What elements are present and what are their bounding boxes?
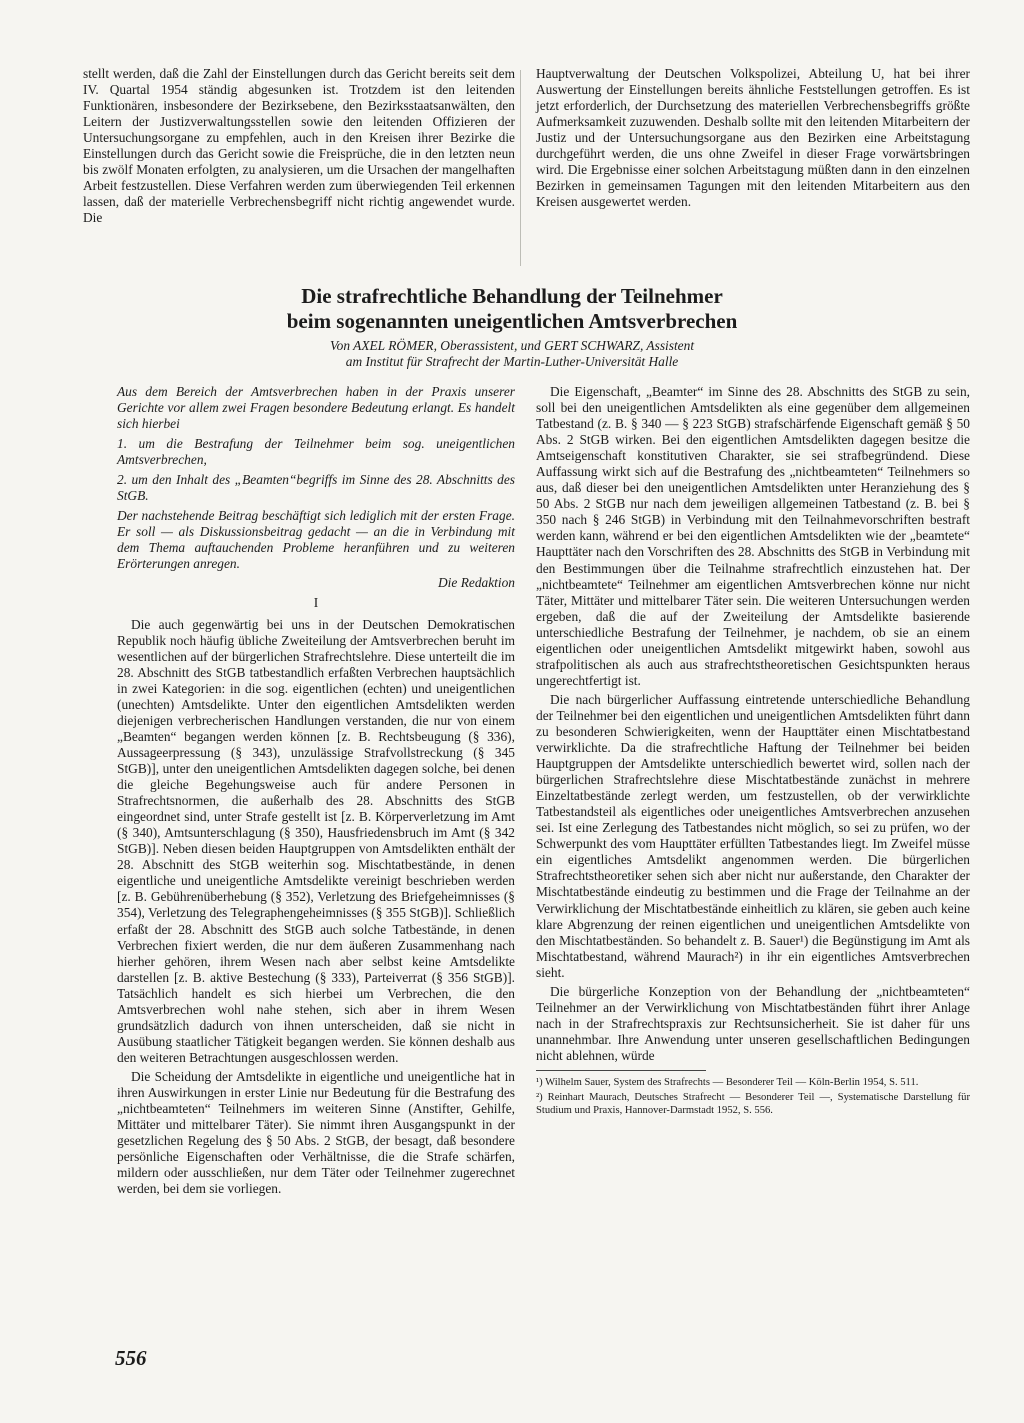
footnote-2: ²) Reinhart Maurach, Deutsches Strafrecht — Besonderer Teil —, Systematische Darstellung für Studium und Praxis, Hannover-Darmstadt 1952, S. 556. [536, 1091, 970, 1116]
right-column [536, 384, 970, 1119]
article-title-line-2: beim sogenannten uneigentlichen Amtsverbrechen [286, 309, 738, 333]
abstract-item-2: 2. um den Inhalt des „Beamten“begriffs im Sinne des 28. Abschnitts des StGB. [117, 472, 515, 504]
top-right-column [536, 66, 970, 213]
byline-authors: Von AXEL RÖMER, Oberassistent, und GERT SCHWARZ, Assistent [329, 338, 695, 353]
abstract-item-1: 1. um die Bestrafung der Teilnehmer beim sog. uneigentlichen Amtsverbrechen, [117, 436, 515, 468]
paragraph: stellt werden, daß die Zahl der Einstellungen durch das Gericht bereits seit dem IV. Quartal 1954 ständig abgesunken ist. Trotzdem ist den leitenden Funktionären, insbesondere der Bezirksebene, den Bezirksstaatsanwälten, den Leitern der Justizverwaltungsstellen sowie den leitenden Offizieren der Untersuchungsorgane zu empfehlen, auch in den Kreisen ihrer Bezirke die Einstellungen durch das Gericht sowie die Freisprüche, die in den letzten neun bis zwölf Monaten erfolgten, zu analysieren, um die Ursachen der mangelhaften Arbeit festzustellen. Diese Verfahren werden zum überwiegenden Teil erkennen lassen, daß der materielle Verbrechensbegriff nicht richtig angewendet wurde. Die [83, 66, 515, 226]
paragraph: Hauptverwaltung der Deutschen Volkspolizei, Abteilung U, hat bei ihrer Auswertung der Einstellungen bereits ähnliche Feststellungen getroffen. Es ist jetzt erforderlich, der Durchsetzung des materiellen Verbrechensbegriffs größte Aufmerksamkeit zuzuwenden. Deshalb sollte mit den leitenden Mitarbeitern der Justiz und der Untersuchungsorgane aus den Bezirken eine Arbeitstagung durchgeführt werden, die uns ohne Zweifel in dieser Frage vorwärtsbringen wird. Die Ergebnisse einer solchen Arbeitstagung müßten dann in den einzelnen Bezirken in gemeinsamen Tagungen mit den leitenden Mitarbeitern aus den Kreisen ausgewertet werden. [536, 66, 970, 210]
paragraph: Die Scheidung der Amtsdelikte in eigentliche und uneigentliche hat in ihren Auswirkungen in erster Linie nur Bedeutung für die Bestrafung des „nichtbeamteten“ Teilnehmers im weiteren Sinne (Anstifter, Gehilfe, Mittäter und mittelbarer Täter). Sie nimmt ihren Ausgangspunkt in der gesetzlichen Regelung des § 50 Abs. 2 StGB, der besagt, daß besondere persönliche Eigenschaften oder Verhältnisse, die die Strafe schärfen, mildern oder ausschließen, nur dem Täter oder Teilnehmer zugerechnet werden, bei dem sie vorliegen. [117, 1068, 515, 1197]
paragraph: Die Eigenschaft, „Beamter“ im Sinne des 28. Abschnitts des StGB zu sein, soll bei den uneigentlichen Amtsdelikten als eine gegenüber dem allgemeinen Tatbestand (z. B. § 340 — § 223 StGB) strafschärfende Eigenschaft gemäß § 50 Abs. 2 StGB wirken. Bei den eigentlichen Amtsdelikten dagegen besitze die Amtseigenschaft konstitutiven Charakter, sie sei strafbegründend. Diese Auffassung wirkt sich auf die Bestrafung des „nichtbeamteten“ Teilnehmers so aus, daß dieser bei den uneigentlichen Amtsdelikten unter Heranziehung des § 50 Abs. 2 StGB nur nach dem jeweiligen allgemeinen Tatbestand (z. B. bei § 350 nach § 246 StGB) in Verbindung mit den Teilnahmevorschriften bestraft werden kann, während er bei den eigentlichen Amtsdelikten wie der „beamtete“ Haupttäter nach den Vorschriften des 28. Abschnitts des StGB in Verbindung mit den Bestimmungen über die Teilnahme strafrechtlich einzustehen hat. Der „nichtbeamtete“ Teilnehmer am eigentlichen Amtsverbrechen könne nur nicht Täter, Mittäter und mittelbarer Täter sein. Die weiteren Untersuchungen werden ergeben, daß die auf der Zweiteilung der Amtsdelikte basierende unterschiedliche Bestrafung der Teilnehmer, je nachdem, ob sie an einem eigentlichen oder uneigentlichen Amtsdelikt mitgewirkt haben, sowohl aus strafpolitischen als auch aus strafrechtstheoretischen Gesichtspunkten heraus ungerechtfertigt ist. [536, 384, 970, 688]
article-header [150, 284, 874, 370]
footnote-rule [536, 1070, 706, 1071]
page-number: 556 [115, 1346, 147, 1370]
left-column [117, 384, 515, 1200]
paragraph: Die auch gegenwärtig bei uns in der Deutschen Demokratischen Republik noch häufig übliche Zweiteilung der Amtsverbrechen beruht im wesentlichen auf der bürgerlichen Strafrechtslehre. Diese unterteilt die im 28. Abschnitt des StGB tatbestandlich erfaßten Verbrechen hauptsächlich in zwei Kategorien: in die sog. eigentlichen (echten) und uneigentlichen (unechten) Amtsdelikte. Unter den eigentlichen Amtsdelikten werden diejenigen verbrecherischen Handlungen verstanden, die nur von einem „Beamten“ begangen werden können [z. B. Rechtsbeugung (§ 336), Aussageerpressung (§ 343), unzulässige Strafvollstreckung (§ 345 StGB)], unter den uneigentlichen Amtsdelikten dagegen solche, bei denen die gleiche Begehungsweise auch für andere Personen in Strafrechtsnormen, die außerhalb des 28. Abschnitts des StGB eingeordnet sind, unter Strafe gestellt ist [z. B. Körperverletzung im Amt (§ 340), Amtsunterschlagung (§ 350), Hausfriedensbruch im Amt (§ 342 StGB)]. Neben diesen beiden Hauptgruppen von Amtsdelikten enthält der 28. Abschnitt des StGB weiterhin sog. Mischtatbestände, in denen eigentliche und uneigentliche Amtsdelikte vereinigt beschrieben werden [z. B. Gebührenüberhebung (§ 352), Verletzung des Briefgeheimnisses (§ 354), Verletzung des Telegraphengeheimnisses (§ 355 StGB)]. Schließlich erfaßt der 28. Abschnitt des StGB auch solche Tatbestände, in denen Verbrechen fixiert werden, die nur dem äußeren Zusammenhang nach hierher gehören, ihrem Wesen nach aber selbst keine Amtsdelikte darstellen [z. B. aktive Bestechung (§ 333), Parteiverrat (§ 356 StGB)]. Tatsächlich handelt es sich hierbei um Verbrechen, die den Amtsverbrechen wohl nahe stehen, sich aber in ihrem Wesen grundsätzlich dadurch von ihnen unterscheiden, daß sie nicht in Ausübung staatlicher Tätigkeit begangen werden. Sie können deshalb aus den weiteren Betrachtungen ausgeschlossen werden. [117, 616, 515, 1065]
byline-institute: am Institut für Strafrecht der Martin-Luther-Universität Halle [345, 354, 679, 369]
paragraph: Die bürgerliche Konzeption von der Behandlung der „nichtbeamteten“ Teilnehmer an der Verwirklichung von Mischtatbeständen führt ihrer Anlage nach in der Strafrechtspraxis zur Rechtsunsicherheit. Sie ist daher für uns unannehmbar. Ihre Anwendung unter unseren gesellschaftlichen Bedingungen nicht ablehnen, würde [536, 983, 970, 1063]
editorial-signature: Die Redaktion [438, 574, 515, 590]
column-divider [520, 70, 521, 266]
abstract-paragraph: Der nachstehende Beitrag beschäftigt sich lediglich mit der ersten Frage. Er soll — als Diskussionsbeitrag gedacht — an die in Verbindung mit dem Thema auftauchenden Probleme heranführen und zu weiteren Erörterungen anregen. [117, 508, 515, 572]
section-heading: I [313, 594, 319, 610]
footnote-1: ¹) Wilhelm Sauer, System des Strafrechts — Besonderer Teil — Köln-Berlin 1954, S. 511. [536, 1076, 919, 1088]
top-left-column [83, 66, 515, 229]
editorial-abstract [117, 384, 515, 573]
abstract-paragraph: Aus dem Bereich der Amtsverbrechen haben in der Praxis unserer Gerichte vor allem zwei Fragen besondere Bedeutung erlangt. Es handelt sich hierbei [117, 384, 515, 432]
article-title-line-1: Die strafrechtliche Behandlung der Teilnehmer [301, 284, 723, 308]
paragraph: Die nach bürgerlicher Auffassung eintretende unterschiedliche Behandlung der Teilnehmer bei den eigentlichen und uneigentlichen Amtsdelikten führt dann zu besonderen Schwierigkeiten, wenn der Haupttäter einen Mischtatbestand verwirklichte. Da die strafrechtliche Haftung der Teilnehmer bei beiden Hauptgruppen der Amtsdelikte unterschiedlich bewertet wird, sollen nach der bürgerlichen Strafrechtslehre diese Mischtatbestände zunächst in mehrere Einzeltatbestände zerlegt werden, um festzustellen, ob der verwirklichte Tatbestandsteil als eigentliches oder uneigentliches Amtsverbrechen anzusehen sei. Ist eine Zerlegung des Tatbestandes nicht möglich, so sei zu prüfen, wo der Schwerpunkt des vom Haupttäter erfüllten Tatbestandes liegt. Im Zweifel müsse ein eigentliches Amtsdelikt angenommen werden. Die bürgerlichen Strafrechtstheoretiker sehen sich aber nicht nur außerstande, den Charakter der Mischtatbestände eindeutig zu bestimmen und die Frage der Teilnahme an der Verwirklichung der Mischtatbestände einheitlich zu klären, sie geben auch keine klare Abgrenzung der reinen eigentlichen und uneigentlichen Amtsdelikte von den Mischtatbeständen. So behandelt z. B. Sauer¹) die Begünstigung im Amt als Mischtatbestand, während Maurach²) in ihr ein eigentliches Amtsverbrechen sieht. [536, 691, 970, 980]
